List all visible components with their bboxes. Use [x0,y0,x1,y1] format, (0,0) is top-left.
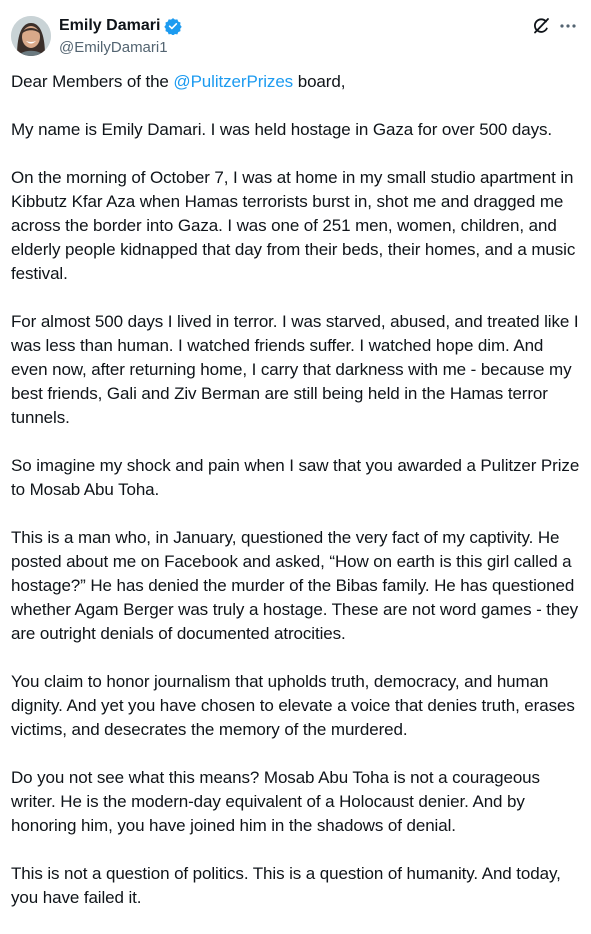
post-paragraph: You claim to honor journalism that upholds truth, democracy, and human dignity. And yet you have chosen to elevate a voice that denies truth, erases victims, and desecrates the memory of the murdered. [11,672,575,739]
more-horizontal-icon[interactable] [558,16,578,36]
post-paragraph: On the morning of October 7, I was at home in my small studio apartment in Kibbutz Kfar Aza when Hamas terrorists burst in, shot me and dragged me across the border into Gaza. I was one of 251 men, women, children, and elderly people kidnapped that day from their beds, their homes, and a music festival. [11,168,576,283]
verified-badge-icon[interactable] [164,17,182,35]
post-greeting [11,70,581,94]
post-text [11,70,581,934]
post-header [0,0,591,64]
display-name-row [59,15,182,37]
display-name[interactable]: Emily Damari [59,17,161,34]
post-paragraph: This is a man who, in January, questioned the very fact of my captivity. He posted about me on Facebook and asked, “How on earth is this girl called a hostage?” He has denied the murder of the Bibas family. He has questioned whether Agam Berger was truly a hostage. These are not word games - they are outright denials of documented atrocities. [11,528,579,643]
post-paragraph: This is not a question of politics. This is a question of humanity. And today, you have failed it. [11,864,561,907]
grok-icon[interactable] [531,16,551,36]
greeting-prefix: Dear Members of the [11,72,174,91]
author-names [59,15,182,58]
mention-link[interactable]: @PulitzerPrizes [173,72,294,91]
post-paragraph: So imagine my shock and pain when I saw that you awarded a Pulitzer Prize to Mosab Abu Toha. [11,456,580,499]
avatar-image [11,16,51,56]
avatar[interactable] [11,16,51,56]
post-paragraph: For almost 500 days I lived in terror. I was starved, abused, and treated like I was less than human. I watched friends suffer. I watched hope dim. And even now, after returning home, I carry that darkness with me - because my best friends, Gali and Ziv Berman are still being held in the Hamas terror tunnels. [11,312,579,427]
greeting-suffix: board, [293,72,346,91]
post-paragraph: My name is Emily Damari. I was held hostage in Gaza for over 500 days. [11,120,553,139]
post-paragraph: Do you not see what this means? Mosab Abu Toha is not a courageous writer. He is the modern-day equivalent of a Holocaust denier. And by honoring him, you have joined him in the shadows of denial. [11,768,540,835]
handle[interactable]: @EmilyDamari1 [59,39,168,56]
